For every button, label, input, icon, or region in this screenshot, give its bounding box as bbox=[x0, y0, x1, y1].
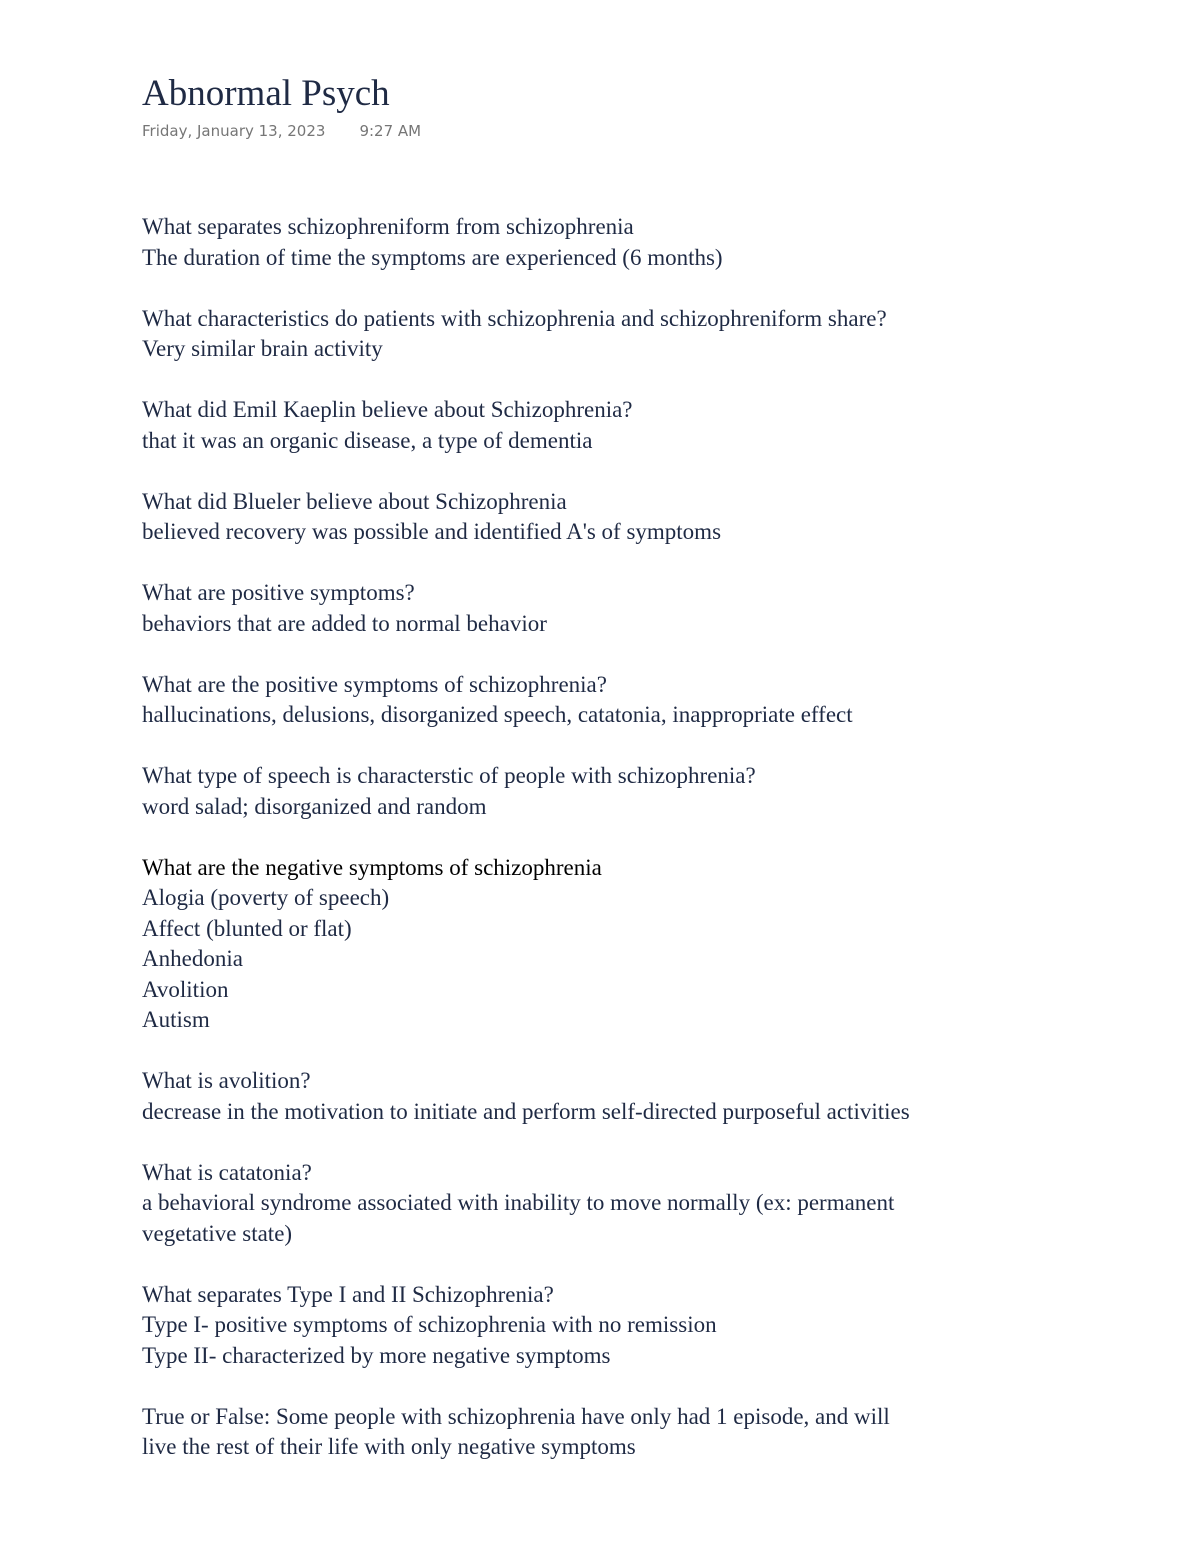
note-date: Friday, January 13, 2023 bbox=[142, 122, 326, 140]
answer-text: vegetative state) bbox=[142, 1220, 293, 1246]
qa-item bbox=[142, 1280, 1102, 1372]
question-text: What are the negative symptoms of schizophrenia bbox=[142, 854, 602, 880]
question-text: What separates schizophreniform from schizophrenia bbox=[142, 214, 634, 239]
answer-text: hallucinations, delusions, disorganized speech, catatonia, inappropriate effect bbox=[142, 702, 853, 727]
question-text: What is catatonia? bbox=[142, 1159, 312, 1185]
qa-item bbox=[142, 578, 1102, 639]
answer-text: Very similar brain activity bbox=[142, 336, 383, 361]
qa-list bbox=[142, 212, 1102, 1463]
qa-item bbox=[142, 304, 1102, 365]
note-time: 9:27 AM bbox=[359, 122, 422, 140]
answer-text: that it was an organic disease, a type of dementia bbox=[142, 427, 593, 453]
qa-item bbox=[142, 1402, 1102, 1463]
answer-text: Alogia (poverty of speech) bbox=[142, 885, 390, 910]
answer-text: Autism bbox=[142, 1007, 210, 1032]
qa-item bbox=[142, 761, 1102, 822]
question-text: What separates Type I and II Schizophrenia? bbox=[142, 1281, 554, 1307]
answer-text: a behavioral syndrome associated with inability to move normally (ex: permanent bbox=[142, 1190, 895, 1215]
question-text: What is avolition? bbox=[142, 1068, 311, 1093]
qa-item bbox=[142, 1158, 1102, 1250]
question-text: What did Emil Kaeplin believe about Schizophrenia? bbox=[142, 397, 633, 422]
page-title: Abnormal Psych bbox=[142, 73, 390, 114]
note-metadata bbox=[142, 122, 1102, 142]
qa-item bbox=[142, 670, 1102, 731]
qa-item bbox=[142, 212, 1102, 273]
answer-text: Type II- characterized by more negative symptoms bbox=[142, 1342, 611, 1368]
answer-text: Avolition bbox=[142, 976, 229, 1002]
answer-text: Affect (blunted or flat) bbox=[142, 915, 352, 941]
question-text: What type of speech is characterstic of people with schizophrenia? bbox=[142, 763, 756, 788]
answer-text: The duration of time the symptoms are experienced (6 months) bbox=[142, 244, 723, 270]
answer-text: live the rest of their life with only negative symptoms bbox=[142, 1434, 636, 1459]
question-text: What did Blueler believe about Schizophrenia bbox=[142, 488, 567, 514]
question-text: True or False: Some people with schizophrenia have only had 1 episode, and will bbox=[142, 1403, 890, 1429]
answer-text: Type I- positive symptoms of schizophrenia with no remission bbox=[142, 1312, 717, 1337]
question-text: What are the positive symptoms of schizophrenia? bbox=[142, 671, 607, 697]
answer-text: decrease in the motivation to initiate and perform self-directed purposeful activities bbox=[142, 1098, 910, 1124]
qa-item bbox=[142, 395, 1102, 456]
qa-item bbox=[142, 853, 1102, 1036]
qa-item bbox=[142, 1066, 1102, 1127]
qa-item bbox=[142, 487, 1102, 548]
answer-text: behaviors that are added to normal behavior bbox=[142, 610, 547, 636]
answer-text: Anhedonia bbox=[142, 946, 243, 971]
question-text: What are positive symptoms? bbox=[142, 580, 415, 605]
answer-text: believed recovery was possible and identified A's of symptoms bbox=[142, 519, 722, 544]
question-text: What characteristics do patients with schizophrenia and schizophreniform share? bbox=[142, 305, 887, 331]
note-page bbox=[142, 72, 1102, 1493]
answer-text: word salad; disorganized and random bbox=[142, 793, 487, 819]
